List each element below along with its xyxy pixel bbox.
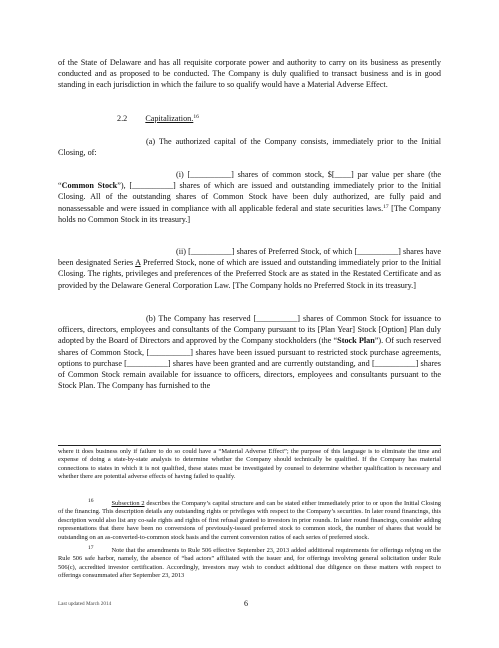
section-heading	[117, 113, 199, 124]
footnote-ref-16: 16	[193, 114, 199, 120]
footnote-divider	[58, 445, 441, 446]
paragraph-a	[58, 136, 441, 158]
footnote-number: 16	[88, 498, 94, 504]
paragraph-i: (i) [__________] shares of common stock, $[____] par value per share (the “Common Stock”), [__________] shares of which are issued and outstanding immediately prior to the Initial Closing. All of the outstanding shares of Common Stock have been duly authorized, are fully paid and nonassessable and were issued in compliance with all applicable federal and state securities laws.$^{17}$ [The Company holds no Common Stock in its treasury.]	[58, 170, 441, 224]
paragraph-ii: (ii) [__________] shares of Preferred Stock, of which [__________] shares have been designated Series A Preferred Stock, none of which are issued and outstanding immediately prior to the Initial Closing. The rights, privileges and preferences of the Preferred Stock are as stated in the Restated Certificate and as provided by the Delaware General Corporation Law. [The Company holds no Preferred Stock in its treasury.]	[58, 247, 442, 290]
paragraph-text: of the State of Delaware and has all requisite corporate power and authority to carry on its business as presently conducted and as proposed to be conducted. The Company is duly qualified to transact business and is in good standing in each jurisdiction in which the failure to so qualify would have a Material Adverse Effect.	[58, 58, 441, 90]
footer-last-updated: Last updated March 2014	[58, 601, 112, 607]
defined-term-common-stock: Common Stock	[61, 181, 118, 191]
paragraph-qualification	[58, 57, 441, 91]
footnote-number: 17	[88, 545, 94, 551]
section-title: Capitalization.	[145, 114, 194, 123]
section-number: 2.2	[117, 114, 128, 123]
footnote-continued: where it does business only if failure to do so could have a “Material Adverse Effect”; the purpose of this language is to eliminate the time and expense of doing a state-by-state analysis to determine whether the Company should technically be qualified. If the Company has material connections to states in which it is not qualified, these states must be investigated by counsel to determine whether qualification is necessary and whether there are potential adverse effects of having failed to qualify.	[58, 448, 441, 481]
paragraph-b: (b) The Company has reserved [__________] shares of Common Stock for issuance to officers, directors, employees and consultants of the Company pursuant to its [Plan Year] Stock [Option] Plan duly adopted by the Board of Directors and approved by the Company stockholders (the “Stock Plan”). Of such reserved shares of Common Stock, [__________] shares have been issued pursuant to restricted stock purchase agreements, options to purchase [__________] shares have been granted and are currently outstanding, and [__________] shares of Common Stock remain available for issuance to officers, directors, employees and consultants pursuant to the Stock Plan. The Company has furnished to the	[58, 314, 441, 391]
footnote-17: $^{17}$ Note that the amendments to Rule 506 effective September 23, 2013 added additional requirements for offerings relying on the Rule 506 safe harbor, namely, the absence of “bad actors” affiliated with the issuer and, for offerings involving general solicitation under Rule 506(c), accredited investor certification. Accordingly, investors may wish to conduct additional due diligence on these matters with respect to offerings consummated after September 23, 2013	[58, 545, 441, 580]
page-number: 6	[244, 599, 248, 608]
series-a-label: A	[135, 258, 141, 268]
footnote-ref-17: 17	[383, 203, 389, 210]
defined-term-stock-plan: Stock Plan	[337, 336, 375, 346]
footnote-16: $^{16}$ Subsection 2 describes the Company’s capital structure and can be stated either immediately prior to or upon the Initial Closing of the financing. This description details any outstanding rights or privileges with respect to the Company’s securities. In later round financings, this description would also list any co-sale rights and rights of first refusal granted to investors in prior rounds. In later round financings, consider adding representations that there have been no conversions of previously-issued preferred stock to common stock, the number of shares that would be outstanding on an as-converted-to-common stock basis and the current conversion ratios of each series of preferred stock.	[58, 498, 441, 541]
paragraph-text: (a) The authorized capital of the Company consists, immediately prior to the Initial Closing, of:	[58, 137, 441, 158]
